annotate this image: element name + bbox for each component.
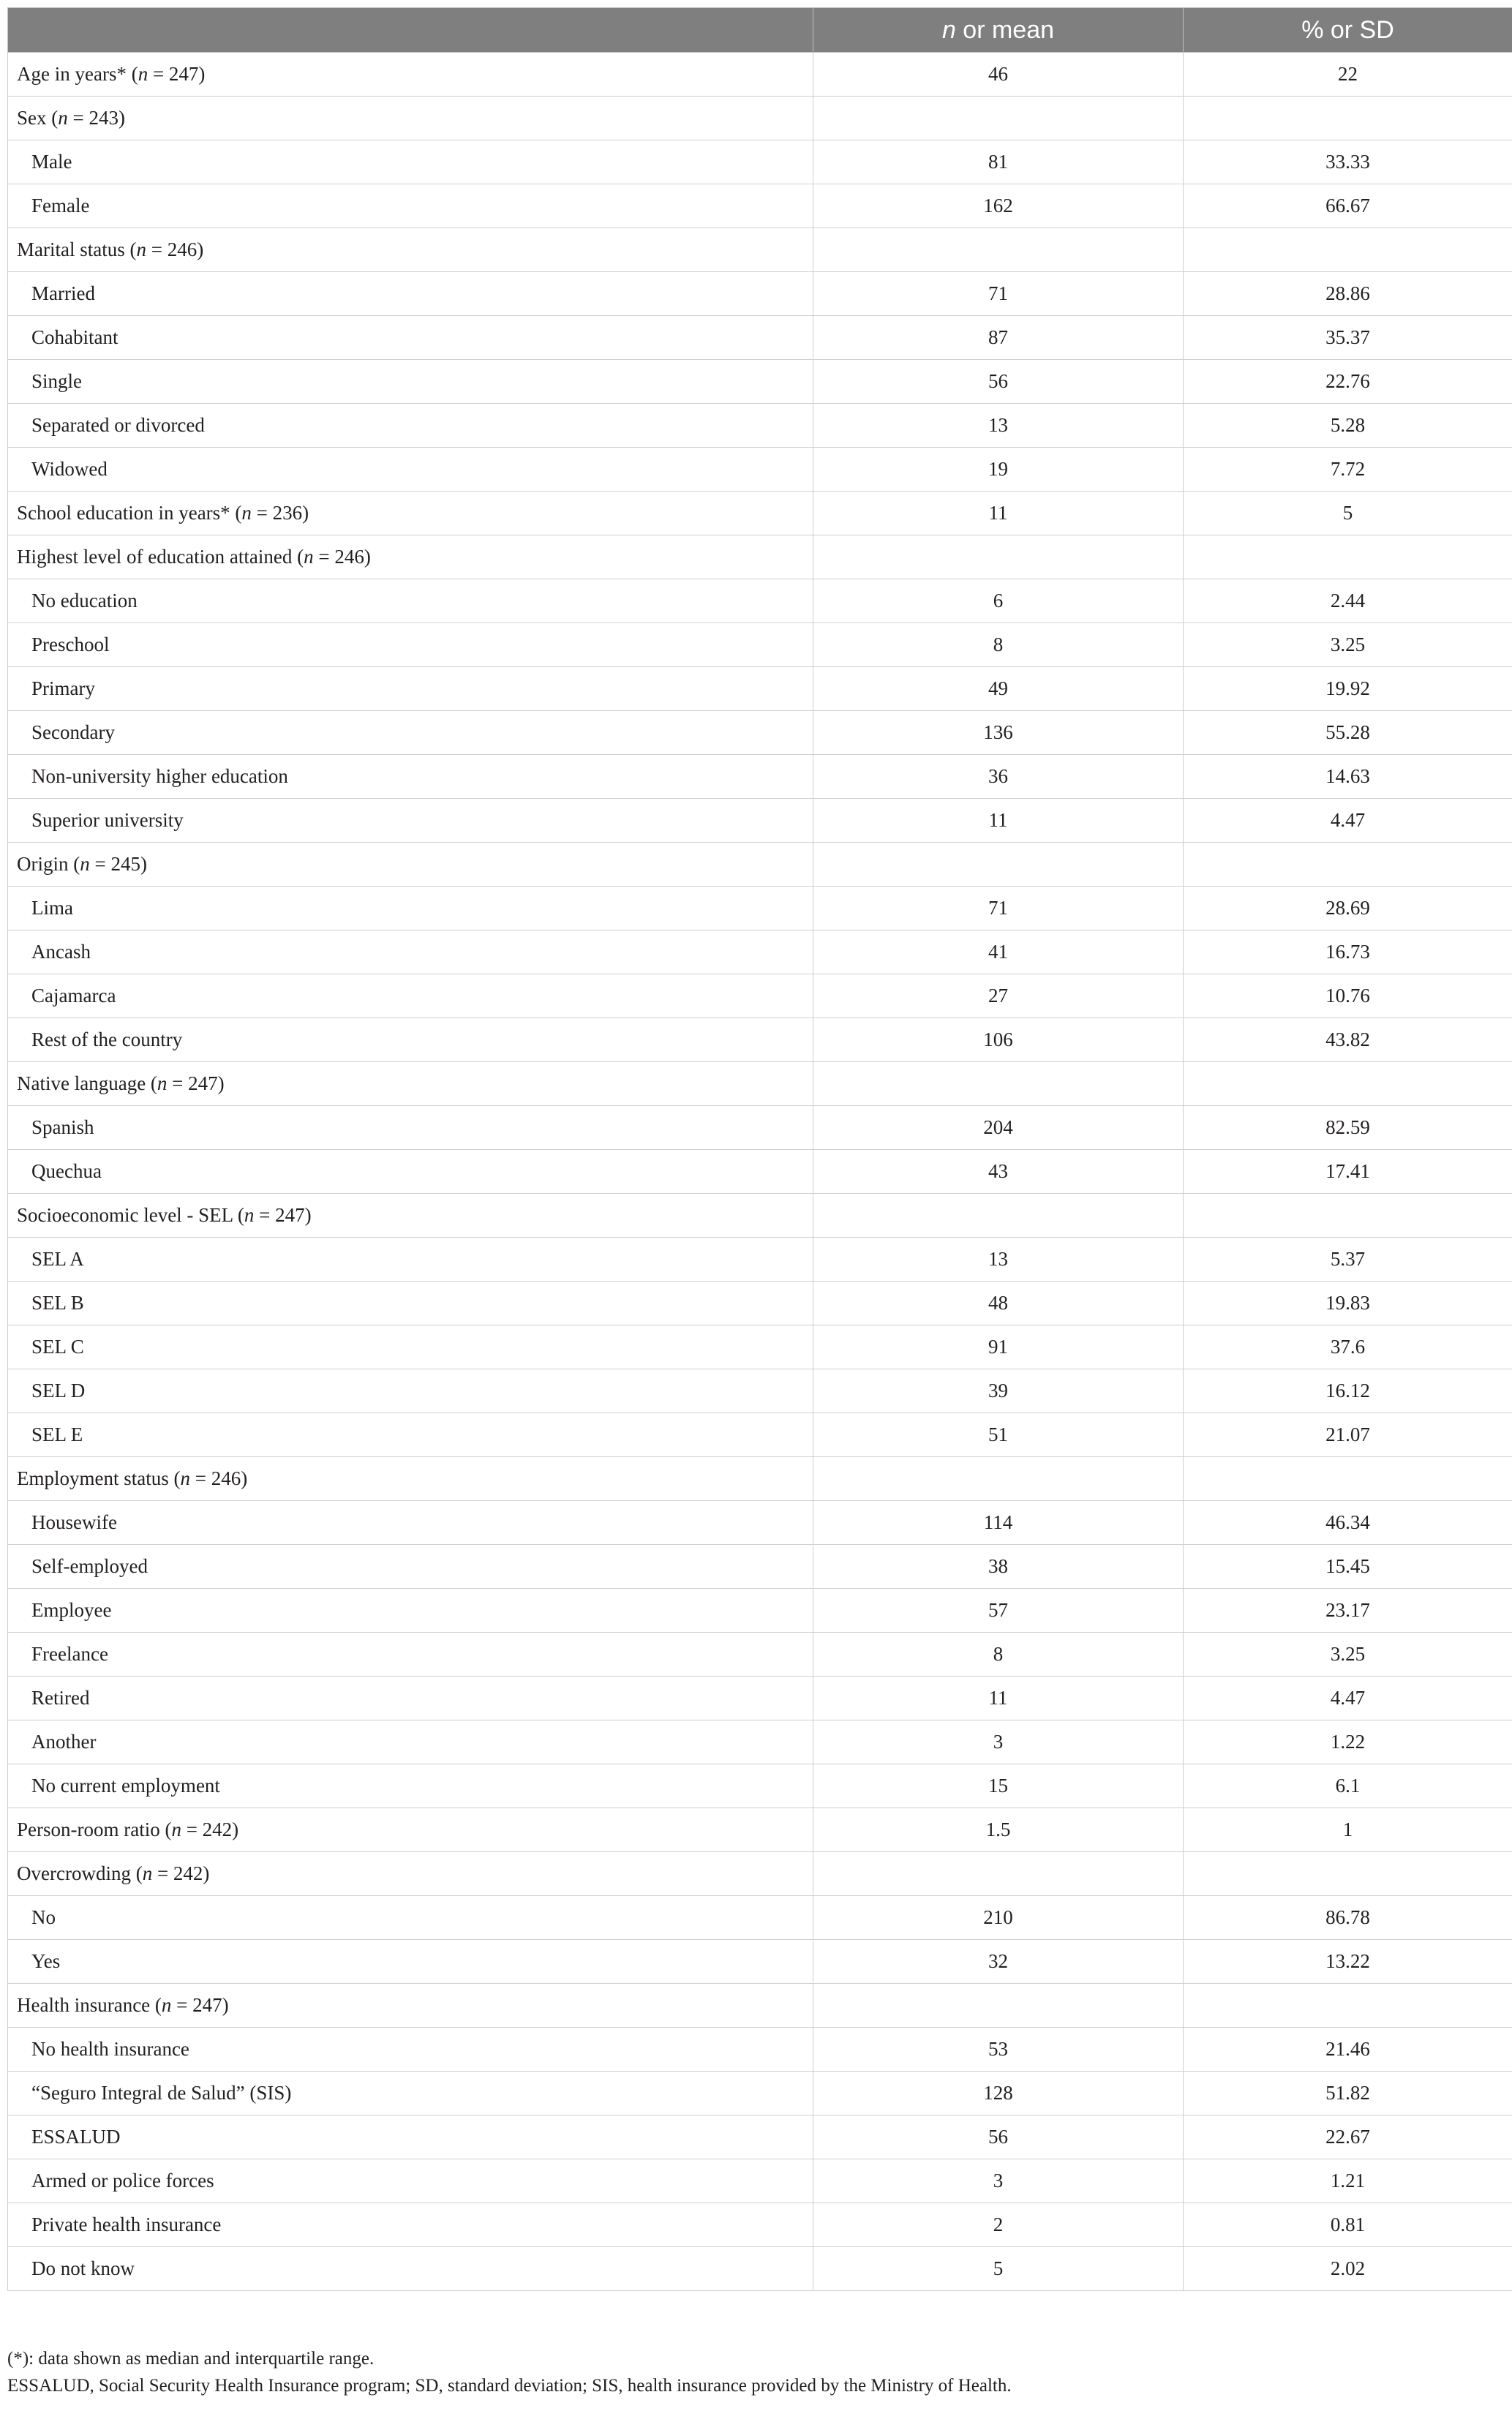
row-label (8, 2247, 813, 2291)
row-label-text: Armed or police forces (31, 2170, 214, 2192)
row-n-or-mean: 8 (813, 1633, 1184, 1677)
row-label (8, 1062, 813, 1106)
row-pct-or-sd (1184, 535, 1512, 579)
row-label (8, 887, 813, 930)
table-row (8, 535, 1512, 579)
row-n-or-mean: 38 (813, 1545, 1184, 1589)
row-label (8, 53, 813, 97)
row-n-or-mean: 41 (813, 930, 1184, 974)
row-label (8, 2115, 813, 2159)
row-label-text: Spanish (31, 1116, 94, 1138)
table-subrow (8, 1896, 1512, 1940)
row-label-text: Cajamarca (31, 985, 116, 1007)
row-label (8, 272, 813, 316)
row-label-text: Socioeconomic level - SEL ( (17, 1204, 244, 1226)
row-n-or-mean: 56 (813, 360, 1184, 404)
table-subrow (8, 711, 1512, 755)
row-n-or-mean: 46 (813, 53, 1184, 97)
row-label-text: Preschool (31, 633, 110, 655)
row-pct-or-sd: 15.45 (1184, 1545, 1512, 1589)
table-subrow (8, 1501, 1512, 1545)
row-pct-or-sd: 82.59 (1184, 1106, 1512, 1150)
row-label (8, 2203, 813, 2247)
row-n-or-mean: 11 (813, 492, 1184, 535)
row-label-text: Cohabitant (31, 326, 119, 348)
row-label (8, 228, 813, 272)
table-row (8, 228, 1512, 272)
row-label-text: Marital status ( (17, 238, 137, 260)
row-label-text: Overcrowding ( (17, 1862, 143, 1884)
row-label-text: Another (31, 1731, 97, 1753)
row-label-text: Yes (31, 1950, 61, 1972)
row-label-text: Do not know (31, 2257, 135, 2279)
row-label-text: Superior university (31, 809, 184, 831)
row-label (8, 1764, 813, 1808)
row-pct-or-sd (1184, 1457, 1512, 1501)
row-label (8, 1018, 813, 1062)
table-subrow (8, 974, 1512, 1018)
row-n-italic: n (241, 502, 252, 524)
table-subrow (8, 1720, 1512, 1764)
row-label-text: Sex ( (17, 107, 59, 129)
row-label-text: Female (31, 195, 90, 217)
table-row (8, 1457, 1512, 1501)
row-n-or-mean: 51 (813, 1413, 1184, 1457)
row-label-text: Employee (31, 1599, 112, 1621)
row-label (8, 1194, 813, 1238)
row-label-text: Age in years* ( (17, 63, 138, 85)
table-subrow (8, 1238, 1512, 1282)
row-label (8, 1677, 813, 1720)
row-label-text: Quechua (31, 1160, 102, 1182)
row-n-or-mean (813, 1852, 1184, 1896)
row-label (8, 1852, 813, 1896)
row-n-or-mean (813, 1194, 1184, 1238)
row-n-italic: n (161, 1994, 172, 2016)
row-pct-or-sd (1184, 97, 1512, 140)
row-label (8, 579, 813, 623)
row-label (8, 623, 813, 667)
row-n-or-mean: 106 (813, 1018, 1184, 1062)
row-label (8, 97, 813, 140)
row-label (8, 1984, 813, 2028)
row-pct-or-sd: 22.76 (1184, 360, 1512, 404)
row-label-text: Male (31, 151, 72, 173)
table-subrow (8, 1413, 1512, 1457)
row-pct-or-sd (1184, 1984, 1512, 2028)
table-subrow (8, 1633, 1512, 1677)
table-row (8, 1808, 1512, 1852)
row-label (8, 974, 813, 1018)
row-label-text: SEL B (31, 1292, 84, 1314)
row-label (8, 1808, 813, 1852)
table-row (8, 1062, 1512, 1106)
row-pct-or-sd: 6.1 (1184, 1764, 1512, 1808)
row-n-or-mean (813, 1457, 1184, 1501)
row-label-text: School education in years* ( (17, 502, 242, 524)
row-n-count: = 247) (167, 1072, 225, 1094)
row-label-text: Primary (31, 677, 95, 699)
table-subrow (8, 623, 1512, 667)
row-n-count: = 246) (313, 546, 371, 568)
row-n-or-mean: 2 (813, 2203, 1184, 2247)
row-pct-or-sd: 1.22 (1184, 1720, 1512, 1764)
row-pct-or-sd: 4.47 (1184, 799, 1512, 843)
row-label-text: Self-employed (31, 1555, 148, 1577)
row-label-text: Secondary (31, 721, 115, 743)
row-label (8, 843, 813, 887)
row-n-count: = 236) (251, 502, 309, 524)
table-row (8, 492, 1512, 535)
row-n-count: = 242) (152, 1862, 210, 1884)
row-n-italic: n (142, 1862, 153, 1884)
table-footnotes (7, 2345, 1012, 2399)
row-n-or-mean: 13 (813, 404, 1184, 448)
row-n-italic: n (136, 238, 146, 260)
row-label (8, 1501, 813, 1545)
row-pct-or-sd: 16.73 (1184, 930, 1512, 974)
row-pct-or-sd: 10.76 (1184, 974, 1512, 1018)
row-n-or-mean: 81 (813, 140, 1184, 184)
table-row (8, 1984, 1512, 2028)
row-n-count: = 245) (89, 853, 147, 875)
row-n-or-mean: 36 (813, 755, 1184, 799)
row-n-or-mean: 3 (813, 1720, 1184, 1764)
table-row (8, 1852, 1512, 1896)
table-subrow (8, 1150, 1512, 1194)
row-label (8, 930, 813, 974)
demographics-table-container (7, 7, 1512, 2291)
table-subrow (8, 799, 1512, 843)
row-pct-or-sd: 21.07 (1184, 1413, 1512, 1457)
row-label (8, 1282, 813, 1325)
row-pct-or-sd: 1.21 (1184, 2159, 1512, 2203)
row-pct-or-sd: 22.67 (1184, 2115, 1512, 2159)
row-n-italic: n (80, 853, 90, 875)
row-n-or-mean (813, 97, 1184, 140)
row-label (8, 1413, 813, 1457)
table-subrow (8, 2028, 1512, 2072)
table-body (8, 53, 1512, 2291)
row-label-text: No health insurance (31, 2038, 189, 2060)
row-n-or-mean: 128 (813, 2072, 1184, 2115)
row-n-count: = 246) (146, 238, 204, 260)
row-pct-or-sd: 3.25 (1184, 623, 1512, 667)
row-pct-or-sd: 16.12 (1184, 1369, 1512, 1413)
row-label-text: Lima (31, 897, 73, 919)
row-label-text: No education (31, 590, 138, 612)
row-label-text: Housewife (31, 1511, 117, 1533)
row-n-or-mean: 56 (813, 2115, 1184, 2159)
row-label-text: Private health insurance (31, 2213, 222, 2235)
row-pct-or-sd: 1 (1184, 1808, 1512, 1852)
row-pct-or-sd: 51.82 (1184, 2072, 1512, 2115)
row-n-or-mean: 162 (813, 184, 1184, 228)
row-label-text: SEL E (31, 1423, 83, 1445)
row-n-or-mean: 19 (813, 448, 1184, 492)
row-pct-or-sd: 3.25 (1184, 1633, 1512, 1677)
row-n-or-mean: 114 (813, 1501, 1184, 1545)
row-label (8, 1325, 813, 1369)
row-pct-or-sd: 4.47 (1184, 1677, 1512, 1720)
row-n-count: = 247) (171, 1994, 229, 2016)
row-label-text: SEL C (31, 1336, 84, 1358)
row-pct-or-sd (1184, 1062, 1512, 1106)
row-n-italic: n (304, 546, 314, 568)
row-label (8, 2028, 813, 2072)
table-subrow (8, 360, 1512, 404)
row-n-or-mean (813, 1984, 1184, 2028)
row-label-text: Separated or divorced (31, 414, 205, 436)
row-pct-or-sd: 28.86 (1184, 272, 1512, 316)
row-n-or-mean: 15 (813, 1764, 1184, 1808)
row-label (8, 1720, 813, 1764)
header-text: % or SD (1301, 15, 1394, 44)
table-subrow (8, 667, 1512, 711)
row-label-text: Origin ( (17, 853, 80, 875)
row-label-text: Health insurance ( (17, 1994, 162, 2016)
row-label (8, 755, 813, 799)
row-pct-or-sd: 2.02 (1184, 2247, 1512, 2291)
row-pct-or-sd: 5 (1184, 492, 1512, 535)
row-label (8, 1633, 813, 1677)
row-n-count: = 242) (181, 1818, 239, 1840)
row-pct-or-sd: 22 (1184, 53, 1512, 97)
row-pct-or-sd: 7.72 (1184, 448, 1512, 492)
table-subrow (8, 272, 1512, 316)
row-n-or-mean: 53 (813, 2028, 1184, 2072)
row-n-or-mean: 11 (813, 799, 1184, 843)
row-n-italic: n (180, 1467, 190, 1489)
row-n-italic: n (244, 1204, 255, 1226)
row-pct-or-sd: 55.28 (1184, 711, 1512, 755)
table-subrow (8, 1940, 1512, 1984)
row-label (8, 1940, 813, 1984)
row-label (8, 492, 813, 535)
row-pct-or-sd: 86.78 (1184, 1896, 1512, 1940)
row-n-or-mean: 13 (813, 1238, 1184, 1282)
row-n-count: = 247) (148, 63, 206, 85)
row-pct-or-sd: 19.83 (1184, 1282, 1512, 1325)
row-label (8, 184, 813, 228)
row-label-text: Non-university higher education (31, 765, 288, 787)
row-n-or-mean: 57 (813, 1589, 1184, 1633)
table-subrow (8, 755, 1512, 799)
row-label-text: SEL A (31, 1248, 84, 1270)
row-pct-or-sd: 23.17 (1184, 1589, 1512, 1633)
table-subrow (8, 1545, 1512, 1589)
row-pct-or-sd (1184, 843, 1512, 887)
row-n-or-mean: 210 (813, 1896, 1184, 1940)
row-label-text: Rest of the country (31, 1028, 183, 1050)
row-n-or-mean: 27 (813, 974, 1184, 1018)
row-label (8, 2159, 813, 2203)
row-pct-or-sd (1184, 1194, 1512, 1238)
row-n-or-mean: 6 (813, 579, 1184, 623)
row-n-or-mean: 11 (813, 1677, 1184, 1720)
row-label-text: ESSALUD (31, 2126, 121, 2148)
row-pct-or-sd: 13.22 (1184, 1940, 1512, 1984)
table-subrow (8, 1369, 1512, 1413)
table-subrow (8, 1677, 1512, 1720)
row-pct-or-sd: 28.69 (1184, 887, 1512, 930)
table-subrow (8, 887, 1512, 930)
row-n-or-mean: 1.5 (813, 1808, 1184, 1852)
row-label-text: Married (31, 282, 95, 304)
row-label-text: “Seguro Integral de Salud” (SIS) (31, 2082, 292, 2104)
row-n-or-mean: 71 (813, 887, 1184, 930)
row-label-text: Highest level of education attained ( (17, 546, 304, 568)
header-cell-variable (8, 8, 813, 53)
row-label (8, 1369, 813, 1413)
table-subrow (8, 404, 1512, 448)
row-label (8, 448, 813, 492)
row-n-or-mean: 48 (813, 1282, 1184, 1325)
row-label (8, 360, 813, 404)
row-n-italic: n (157, 1072, 168, 1094)
row-label-text: Widowed (31, 458, 108, 480)
row-n-or-mean (813, 228, 1184, 272)
row-label (8, 711, 813, 755)
row-pct-or-sd: 66.67 (1184, 184, 1512, 228)
row-label (8, 667, 813, 711)
table-subrow (8, 2115, 1512, 2159)
row-pct-or-sd: 43.82 (1184, 1018, 1512, 1062)
row-label (8, 799, 813, 843)
table-subrow (8, 1018, 1512, 1062)
table-subrow (8, 2203, 1512, 2247)
table-subrow (8, 930, 1512, 974)
row-n-count: = 243) (67, 107, 125, 129)
table-row (8, 1194, 1512, 1238)
row-pct-or-sd: 17.41 (1184, 1150, 1512, 1194)
row-pct-or-sd: 21.46 (1184, 2028, 1512, 2072)
row-n-or-mean: 3 (813, 2159, 1184, 2203)
row-pct-or-sd: 19.92 (1184, 667, 1512, 711)
row-label (8, 535, 813, 579)
row-label (8, 1545, 813, 1589)
row-n-or-mean: 49 (813, 667, 1184, 711)
table-subrow (8, 448, 1512, 492)
row-label-text: Retired (31, 1687, 90, 1709)
row-n-italic: n (58, 107, 68, 129)
row-label (8, 2072, 813, 2115)
row-n-or-mean: 204 (813, 1106, 1184, 1150)
table-row (8, 843, 1512, 887)
row-pct-or-sd: 35.37 (1184, 316, 1512, 360)
row-n-count: = 247) (254, 1204, 312, 1226)
table-subrow (8, 316, 1512, 360)
row-pct-or-sd (1184, 228, 1512, 272)
row-n-or-mean: 71 (813, 272, 1184, 316)
table-subrow (8, 1325, 1512, 1369)
row-n-or-mean: 91 (813, 1325, 1184, 1369)
table-subrow (8, 1282, 1512, 1325)
row-pct-or-sd: 46.34 (1184, 1501, 1512, 1545)
row-n-or-mean: 43 (813, 1150, 1184, 1194)
table-row (8, 53, 1512, 97)
header-n-italic: n (941, 15, 956, 44)
row-n-or-mean: 136 (813, 711, 1184, 755)
row-label-text: Ancash (31, 941, 91, 963)
row-label (8, 140, 813, 184)
row-n-or-mean (813, 1062, 1184, 1106)
row-n-or-mean: 8 (813, 623, 1184, 667)
row-label (8, 1457, 813, 1501)
row-n-count: = 246) (189, 1467, 248, 1489)
table-subrow (8, 579, 1512, 623)
row-pct-or-sd: 2.44 (1184, 579, 1512, 623)
row-label-text: Person-room ratio ( (17, 1818, 172, 1840)
table-subrow (8, 1106, 1512, 1150)
row-pct-or-sd: 14.63 (1184, 755, 1512, 799)
row-label-text: Native language ( (17, 1072, 157, 1094)
row-label (8, 1238, 813, 1282)
header-text: or mean (955, 15, 1055, 44)
row-label (8, 1896, 813, 1940)
table-subrow (8, 2247, 1512, 2291)
row-pct-or-sd: 5.37 (1184, 1238, 1512, 1282)
row-label (8, 1106, 813, 1150)
row-label-text: Freelance (31, 1643, 108, 1665)
table-subrow (8, 184, 1512, 228)
table-row (8, 97, 1512, 140)
row-n-or-mean: 87 (813, 316, 1184, 360)
row-label-text: No (31, 1906, 56, 1928)
row-n-or-mean: 32 (813, 1940, 1184, 1984)
row-pct-or-sd: 0.81 (1184, 2203, 1512, 2247)
row-label (8, 404, 813, 448)
row-label-text: Single (31, 370, 83, 392)
header-cell-pct-or-sd (1184, 8, 1512, 53)
footnote-median: (*): data shown as median and interquartile range. (7, 2349, 375, 2369)
row-label-text: Employment status ( (17, 1467, 181, 1489)
row-label (8, 1150, 813, 1194)
row-pct-or-sd (1184, 1852, 1512, 1896)
row-label (8, 1589, 813, 1633)
row-pct-or-sd: 33.33 (1184, 140, 1512, 184)
row-pct-or-sd: 37.6 (1184, 1325, 1512, 1369)
table-subrow (8, 2159, 1512, 2203)
row-label (8, 316, 813, 360)
row-label-text: No current employment (31, 1775, 220, 1797)
row-n-italic: n (138, 63, 148, 85)
footnote-abbreviations: ESSALUD, Social Security Health Insurance program; SD, standard deviation; SIS, health insurance provided by the Ministry of Health. (7, 2376, 1012, 2396)
row-n-or-mean: 39 (813, 1369, 1184, 1413)
header-cell-n-or-mean (813, 8, 1184, 53)
demographics-table (7, 7, 1512, 2291)
table-subrow (8, 2072, 1512, 2115)
table-subrow (8, 140, 1512, 184)
table-subrow (8, 1764, 1512, 1808)
row-label-text: SEL D (31, 1380, 86, 1402)
table-header-row (8, 8, 1512, 53)
row-pct-or-sd: 5.28 (1184, 404, 1512, 448)
table-subrow (8, 1589, 1512, 1633)
row-n-italic: n (171, 1818, 181, 1840)
row-n-or-mean (813, 843, 1184, 887)
row-n-or-mean: 5 (813, 2247, 1184, 2291)
row-n-or-mean (813, 535, 1184, 579)
